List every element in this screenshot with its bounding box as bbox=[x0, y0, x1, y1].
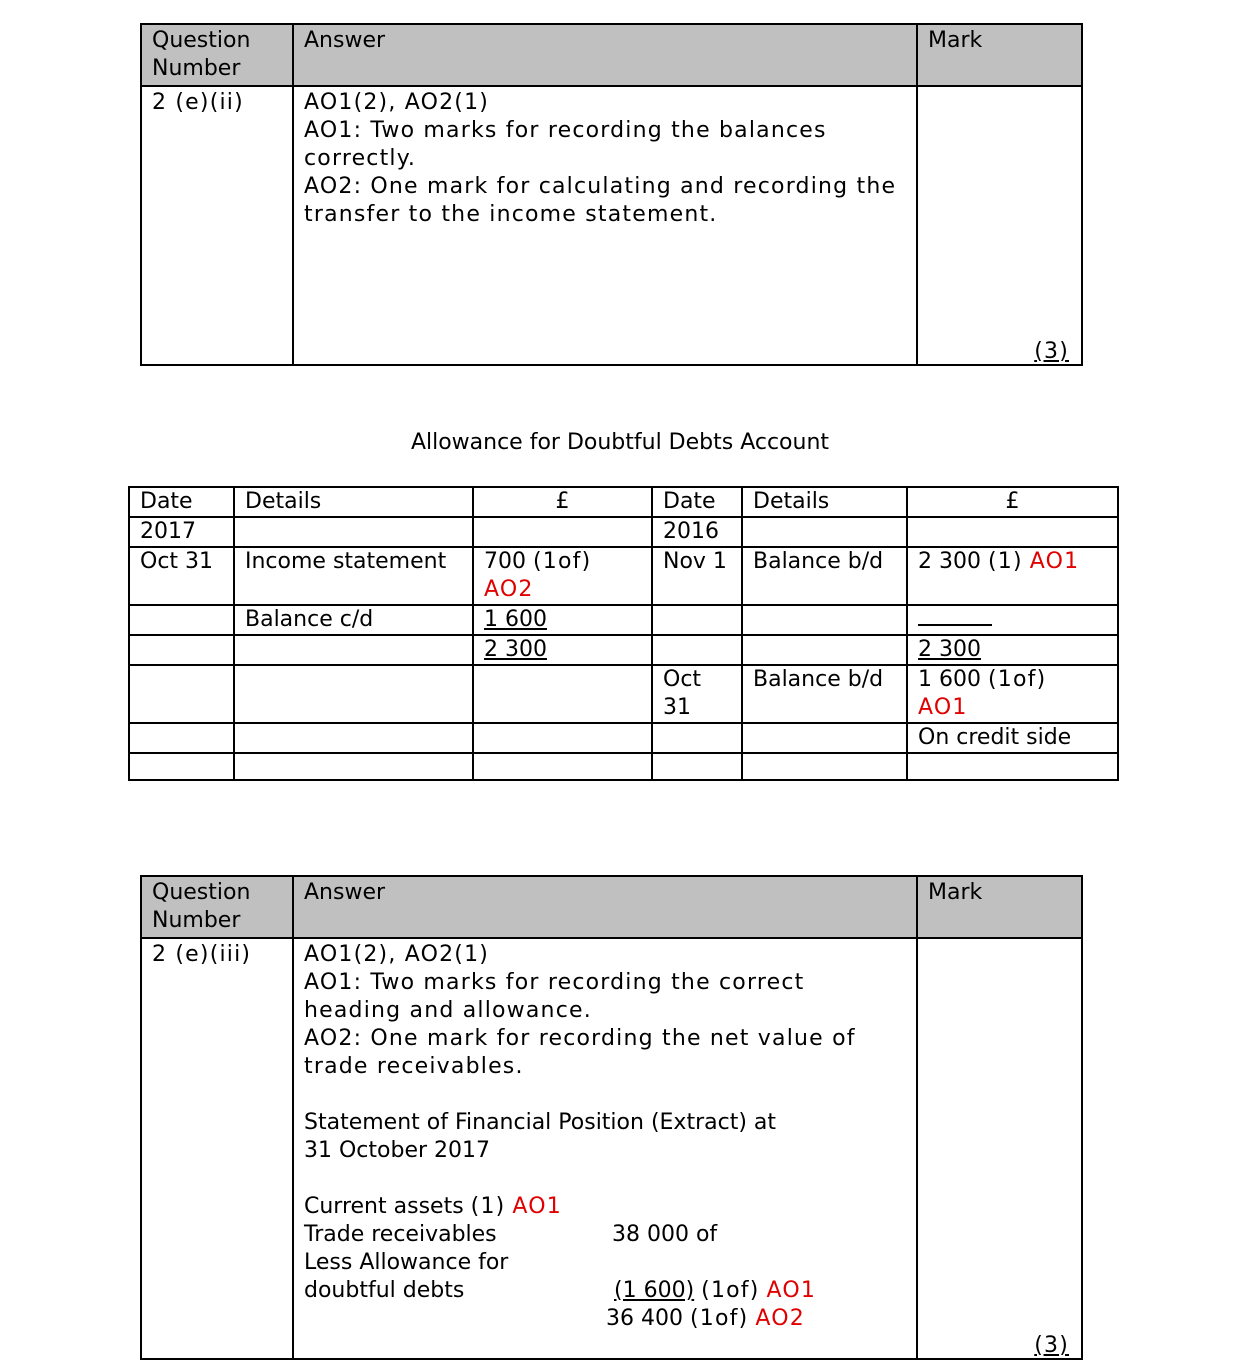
net-value: 36 400 (1of) AO2 bbox=[606, 1306, 805, 1331]
ledger-total: 2 300 bbox=[473, 635, 652, 665]
question-number: 2 (e)(iii) bbox=[141, 938, 293, 1359]
mark-cell bbox=[917, 86, 1082, 365]
mark-total: (3) bbox=[1034, 339, 1069, 364]
ledger-amount: 1 600 (1of) AO1 bbox=[907, 665, 1118, 723]
ledger-total: 2 300 bbox=[907, 635, 1118, 665]
statement-date: 31 October 2017 bbox=[304, 1138, 491, 1163]
ao-tag: AO1 bbox=[918, 695, 968, 720]
ledger-details: Balance b/d bbox=[742, 665, 907, 723]
ledger-amount: 2 300 (1) AO1 bbox=[907, 547, 1118, 605]
allowance-value: (1 600) (1of) AO1 bbox=[614, 1278, 817, 1303]
ledger-rule bbox=[907, 605, 1118, 635]
answer-line: AO1: Two marks for recording the balances correctly. bbox=[304, 118, 827, 171]
ledger-account-table bbox=[128, 486, 1119, 781]
ledger-date: Nov 1 bbox=[652, 547, 742, 605]
statement-title: Statement of Financial Position (Extract) at bbox=[304, 1110, 777, 1135]
ledger-details: Income statement bbox=[234, 547, 473, 605]
ledger-amount: 1 600 bbox=[473, 605, 652, 635]
ledger-year: 2017 bbox=[129, 517, 234, 547]
mark-total: (3) bbox=[1034, 1333, 1069, 1358]
answer-line: AO1: Two marks for recording the correct heading and allowance. bbox=[304, 970, 805, 1023]
answer-cell bbox=[293, 86, 917, 365]
ledger-header-amount: £ bbox=[473, 487, 652, 517]
answer-cell bbox=[293, 938, 917, 1359]
header-answer: Answer bbox=[293, 876, 917, 938]
ao-tag: AO1 bbox=[1029, 549, 1080, 574]
question-table-2eiii bbox=[140, 875, 1083, 1360]
ledger-header-details: Details bbox=[742, 487, 907, 517]
less-allowance-label: Less Allowance for bbox=[304, 1250, 509, 1275]
statement-extract bbox=[304, 1193, 906, 1333]
question-number: 2 (e)(ii) bbox=[141, 86, 293, 365]
ao-tag: AO2 bbox=[755, 1306, 805, 1331]
ledger-details: Balance c/d bbox=[234, 605, 473, 635]
ledger-date: Oct 31 bbox=[129, 547, 234, 605]
doubtful-debts-label: doubtful debts bbox=[304, 1278, 465, 1303]
question-table-2eii bbox=[140, 23, 1083, 366]
ledger-header-date: Date bbox=[652, 487, 742, 517]
ledger-amount: 700 (1of) AO2 bbox=[473, 547, 652, 605]
ao-tag: AO1 bbox=[766, 1278, 817, 1303]
header-mark: Mark bbox=[917, 24, 1082, 86]
ledger-note: On credit side bbox=[907, 723, 1118, 753]
answer-line: AO1(2), AO2(1) bbox=[304, 90, 490, 115]
ledger-date: Oct 31 bbox=[652, 665, 742, 723]
ledger-details: Balance b/d bbox=[742, 547, 907, 605]
ledger-header-date: Date bbox=[129, 487, 234, 517]
answer-line: AO2: One mark for recording the net value of trade receivables. bbox=[304, 1026, 856, 1079]
header-mark: Mark bbox=[917, 876, 1082, 938]
trade-receivables-label: Trade receivables bbox=[304, 1222, 497, 1247]
ledger-header-details: Details bbox=[234, 487, 473, 517]
ao-tag: AO1 bbox=[512, 1194, 562, 1219]
account-title: Allowance for Doubtful Debts Account bbox=[410, 430, 830, 455]
ledger-year: 2016 bbox=[652, 517, 742, 547]
answer-line: AO1(2), AO2(1) bbox=[304, 942, 490, 967]
header-question-number: Question Number bbox=[141, 24, 293, 86]
header-question-number: Question Number bbox=[141, 876, 293, 938]
mark-cell bbox=[917, 938, 1082, 1359]
current-assets-line: Current assets (1) AO1 bbox=[304, 1194, 562, 1219]
header-answer: Answer bbox=[293, 24, 917, 86]
answer-line: AO2: One mark for calculating and recording the transfer to the income statement. bbox=[304, 174, 897, 227]
ao-tag: AO2 bbox=[484, 577, 534, 602]
trade-receivables-value: 38 000 of bbox=[612, 1222, 718, 1247]
ledger-header-amount: £ bbox=[907, 487, 1118, 517]
